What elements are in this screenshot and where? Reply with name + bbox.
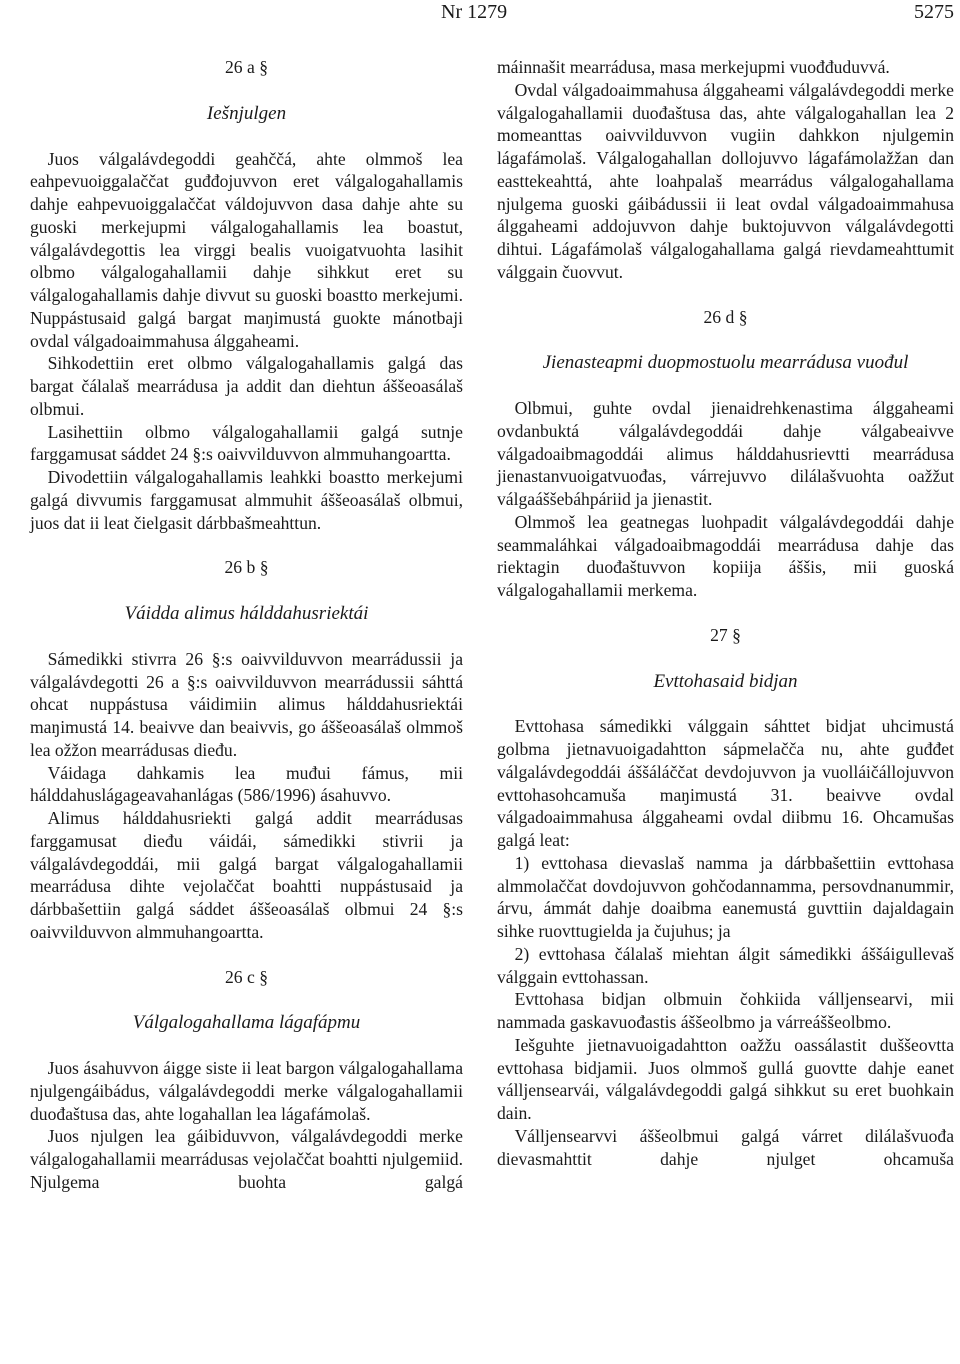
paragraph: Sihkodettiin eret olbmo válgalogahallamis galgá das bargat čálalaš mearrádusa ja addit dan diehtun áššeoasálaš olbmui. bbox=[30, 353, 463, 419]
section-title: Iešnjulgen bbox=[206, 102, 287, 124]
paragraph: Olmmoš lea geatnegas luohpadit válgalávdegoddái dahje seammaláhkai válgadoaibmagoddái mearrádusa dahje das riektagin duođaštuvvon kopiija áššis, mii guoská válgalogahallamii merkema. bbox=[497, 511, 954, 600]
paragraph: Alimus hálddahusriekti galgá addit mearrádusas farggamusat dieđu váidái, sámedikki stivrii ja válgalávdegoddái, mii galgá bargat válgalogahallamii mearrádusa dihte vejolaččat boahtti nuppástusaid ja dárbbašettiin galgá sáddet áššeoasálaš olbmui 24 §:s oaivvilduvvon almmuhangoartta. bbox=[30, 808, 463, 942]
section-number: 26 a § bbox=[225, 57, 268, 77]
paragraph: Válljensearvvi áššeolbmui galgá várret dilálašvuođa dievasmahttit dahje njulget ohcamuša bbox=[497, 1125, 954, 1169]
section-number: 26 b § bbox=[224, 557, 269, 578]
section-number: 26 d § bbox=[703, 306, 748, 327]
paragraph: Sámedikki stivrra 26 §:s oaivvilduvvon mearrádussii ja válgalávdegotti 26 a §:s oaivvilduvvon mearrádussii sáhttá ohcat nuppástusa váidimiin alimus hálddahusriektái maŋimustá 14. beaivve dan beaivvis, go áššeoasálaš olmmoš lea ožžon mearrádusas dieđu. bbox=[30, 648, 463, 760]
paragraph: 2) evttohasa čálalaš miehtan álgit sámedikki áššáigullevaš válggain evttohassan. bbox=[497, 943, 954, 987]
left-column bbox=[30, 56, 463, 1216]
section-number: 27 § bbox=[710, 624, 741, 645]
paragraph: Evttohasa sámedikki válggain sáhttet bidjat uhcimustá golbma jietnavuoigadahtton sápmelačča nu, ahte guđđet válgalávdegoddái áššáláččat devdojuvvon ja vuolláičállojuvvon evttohasohcamuša maŋimustá 31. beaivve ovdal válgadoaimmahusa álggaheami ovdal diibmu 16. Ohcamušas galgá leat: bbox=[497, 716, 954, 850]
paragraph: máinnašit mearrádusa, masa merkejupmi vuođđuduvvá. bbox=[497, 57, 890, 77]
section-title: Váidda alimus hálddahusriektái bbox=[124, 603, 369, 624]
section-number: 26 c § bbox=[225, 966, 268, 987]
paragraph: Juos njulgen lea gáibiduvvon, válgalávdegoddi merke válgalogahallamii mearrádusas vejolaččat boahtti njulgemiid. Njulgema buohta galgá bbox=[30, 1126, 463, 1192]
paragraph: Evttohasa bidjan olbmuin čohkiida válljensearvi, mii nammada gaskavuođastis áššeolbmo ja várreáššeolbmo. bbox=[497, 989, 954, 1032]
paragraph: Juos ásahuvvon áigge siste ii leat bargon válgalogahallama njulgengáibádus, válgalávdegoddi merke válgalogahallamii duođaštusa das, ahte logahallan lea lágafámolaš. bbox=[30, 1058, 463, 1124]
page-header bbox=[0, 0, 960, 30]
paragraph: Olbmui, guhte ovdal jienaidrehkenastima álggaheami ovdanbuktá válgalávdegoddái dahje válgabeaivve válgadoaibmagoddái alimus hálddahusrievtti mearrádusa jienastanvuoigatvuođas, várrejuvvo dilálašvuohta oažžut válgaáššebáhpáriid ja jienastit. bbox=[497, 398, 954, 509]
right-column bbox=[497, 56, 954, 1193]
paragraph: 1) evttohasa dievaslaš namma ja dárbbašettiin evttohasa almmolaččat dovdojuvvon gohčodannamma, persovdnanummir, árvu, ámmát dahje doaibma eanemustá guvttiin dajaldagain sihke ruovttugielda ja čujuhus; ja bbox=[497, 852, 954, 941]
paragraph: Lasihettiin olbmo válgalogahallamii galgá sutnje farggamusat sáddet 24 §:s oaivvilduvvon almmuhangoartta. bbox=[30, 421, 463, 465]
paragraph: Divodettiin válgalogahallamis leahkki boastto merkejumi galgá divvumis farggamusat almmuhit áššeoasálaš olbmui, juos dat ii leat čielgasit dárbbašmeahttun. bbox=[30, 467, 463, 533]
document-number: Nr 1279 bbox=[441, 1, 508, 23]
paragraph: Juos válgalávdegoddi geahččá, ahte olmmoš lea eahpevuoiggalaččat guđđojuvvon eret válgalogahallamis dahje eahpevuoiggalaččat váldojuvvon dasa dahje ahte su guoski merkejupmi válgalogahallamis lea boastut, válgalávdegottis lea virggi bealis vuoigatvuohta lasihit olbmo válgalogahallamii dahje sihkkut eret su válgalogahallamis dahje divvut su guoski boastto merkejumi. Nuppástusaid galgá bargat maŋimustá guokte mánotbaji ovdal válgadoaimmahusa álggaheami. bbox=[30, 148, 463, 351]
paragraph: Ovdal válgadoaimmahusa álggaheami válgalávdegoddi merke válgalogahallamii duođaštusa das, ahte válgalogahallan lea 2 momeanttas oaivvilduvvon vugiin dahkkon njulgemin lágafámolaš. Válgalogahallan dollojuvvo lágafámolažžan dan easttekeahttá, ahte loahpalaš mearrádus válgalogahallama njulgema guoski gáibádussii ii leat ovdal válgadoaimmahusa álggaheami addojuvvon dahje buktojuvvon válgalávdegotti dihtui. Lágafámolaš válgalogahallama galgá rievdameahttumit válggain čuovvut. bbox=[497, 79, 954, 282]
section-title: Jienasteapmi duopmostuolu mearrádusa vuođul bbox=[542, 352, 909, 374]
page-number: 5275 bbox=[914, 1, 954, 23]
section-title: Evttohasaid bidjan bbox=[653, 670, 798, 692]
section-title: Válgalogahallama lágafápmu bbox=[132, 1012, 361, 1034]
paragraph: Iešguhte jietnavuoigadahtton oažžu oassálastit duššeovtta evttohasa bidjamii. Juos olmmoš gullá guovtte dahje eanet válljensearvái, válgalávdegoddi galgá sihkkut su eret buohkain dain. bbox=[497, 1034, 954, 1123]
paragraph: Váidaga dahkamis lea muđui fámus, mii hálddahuslágageavahanlágas (586/1996) ásahuvvo. bbox=[30, 762, 463, 806]
